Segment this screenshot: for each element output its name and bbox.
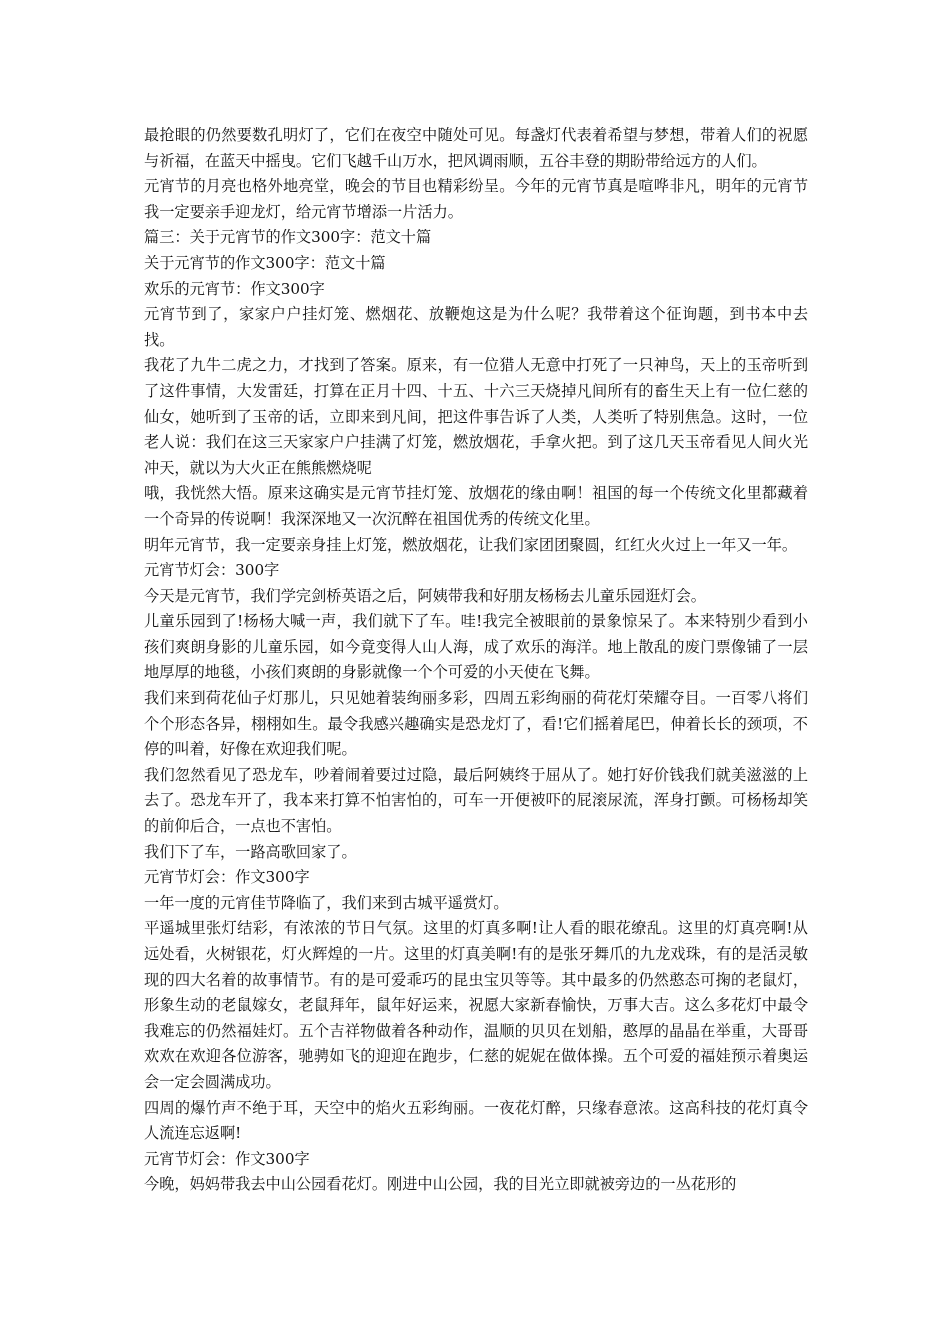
paragraph-14: 四周的爆竹声不绝于耳，天空中的焰火五彩绚丽。一夜花灯醉，只缘春意浓。这高科技的花灯真令人流连忘返啊! [144, 1098, 808, 1143]
paragraph-15: 今晚，妈妈带我去中山公园看花灯。刚进中山公园，我的目光立即就被旁边的一丛花形的 [144, 1175, 737, 1194]
paragraph-2: 元宵节的月亮也格外地亮堂，晚会的节目也精彩纷呈。今年的元宵节真是喧哗非凡，明年的元宵节我一定要亲手迎龙灯，给元宵节增添一片活力。 [144, 177, 808, 221]
essay-title-3: 元宵节灯会：作文300字 [144, 868, 310, 887]
paragraph-4: 我花了九牛二虎之力，才找到了答案。原来，有一位猎人无意中打死了一只神鸟，天上的玉帝听到了这件事情，大发雷廷，打算在正月十四、十五、十六三天烧掉凡间所有的畜生天上有一位仁慈的仙女，她听到了玉帝的话，立即来到凡间，把这件事告诉了人类，人类听了特别焦急。这时，一位老人说：我们在这三天家家户户挂满了灯笼，燃放烟花，手拿火把。到了这几天玉帝看见人间火光冲天，就以为大火正在熊熊燃烧呢 [144, 356, 808, 477]
essay-title-1: 欢乐的元宵节：作文300字 [144, 279, 325, 298]
paragraph-3: 元宵节到了，家家户户挂灯笼、燃烟花、放鞭炮这是为什么呢？我带着这个征询题，到书本中去找。 [144, 305, 808, 349]
essay-title-4: 元宵节灯会：作文300字 [144, 1149, 310, 1168]
subheading: 关于元宵节的作文300字：范文十篇 [144, 253, 386, 272]
paragraph-12: 一年一度的元宵佳节降临了，我们来到古城平遥赏灯。 [144, 893, 509, 912]
paragraph-10: 我们忽然看见了恐龙车，吵着闹着要过过隐，最后阿姨终于屈从了。她打好价钱我们就美滋滋的上去了。恐龙车开了，我本来打算不怕害怕的，可车一开便被吓的屁滚尿流，浑身打颤。可杨杨却笑的前仰后合，一点也不害怕。 [144, 765, 808, 836]
paragraph-9: 我们来到荷花仙子灯那儿，只见她着装绚丽多彩，四周五彩绚丽的荷花灯荣耀夺目。一百零八将们个个形态各异，栩栩如生。最令我感兴趣确实是恐龙灯了，看!它们摇着尾巴，伸着长长的颈项，不停的叫着，好像在欢迎我们呢。 [144, 689, 808, 759]
paragraph-7: 今天是元宵节，我们学完剑桥英语之后，阿姨带我和好朋友杨杨去儿童乐园逛灯会。 [144, 586, 706, 605]
paragraph-13: 平遥城里张灯结彩，有浓浓的节日气氛。这里的灯真多啊!让人看的眼花缭乱。这里的灯真亮啊!从远处看，火树银花，灯火辉煌的一片。这里的灯真美啊!有的是张牙舞爪的九龙戏珠，有的是活灵敏现的四大名着的故事情节。有的是可爱乖巧的昆虫宝贝等等。其中最多的仍然憨态可掬的老鼠灯，形象生动的老鼠嫁女，老鼠拜年，鼠年好运来，祝愿大家新春愉快，万事大吉。这么多花灯中最令我难忘的仍然福娃灯。五个吉祥物做着各种动作，温顺的贝贝在划船，憨厚的晶晶在举重，大哥哥欢欢在欢迎各位游客，驰骋如飞的迎迎在跑步，仁慈的妮妮在做体操。五个可爱的福娃预示着奥运会一定会圆满成功。 [144, 919, 808, 1091]
paragraph-6: 明年元宵节，我一定要亲身挂上灯笼，燃放烟花，让我们家团团聚圆，红红火火过上一年又一年。 [144, 535, 798, 554]
paragraph-1: 最抢眼的仍然要数孔明灯了，它们在夜空中随处可见。每盏灯代表着希望与梦想，带着人们的祝愿与祈福，在蓝天中摇曳。它们飞越千山万水，把风调雨顺，五谷丰登的期盼带给远方的人们。 [144, 126, 808, 170]
paragraph-8: 儿童乐园到了!杨杨大喊一声，我们就下了车。哇!我完全被眼前的景象惊呆了。本来特别少看到小孩们爽朗身影的儿童乐园，如今竟变得人山人海，成了欢乐的海洋。地上散乱的废门票像铺了一层地厚厚的地毯，小孩们爽朗的身影就像一个个可爱的小天使在飞舞。 [144, 612, 808, 682]
paragraph-11: 我们下了车，一路高歌回家了。 [144, 842, 357, 861]
document-body [144, 123, 808, 1198]
section-heading: 篇三：关于元宵节的作文300字：范文十篇 [144, 228, 432, 247]
essay-title-2: 元宵节灯会：300字 [144, 561, 280, 580]
paragraph-5: 哦，我恍然大悟。原来这确实是元宵节挂灯笼、放烟花的缘由啊！祖国的每一个传统文化里都藏着一个奇异的传说啊！我深深地又一次沉醉在祖国优秀的传统文化里。 [144, 484, 808, 528]
